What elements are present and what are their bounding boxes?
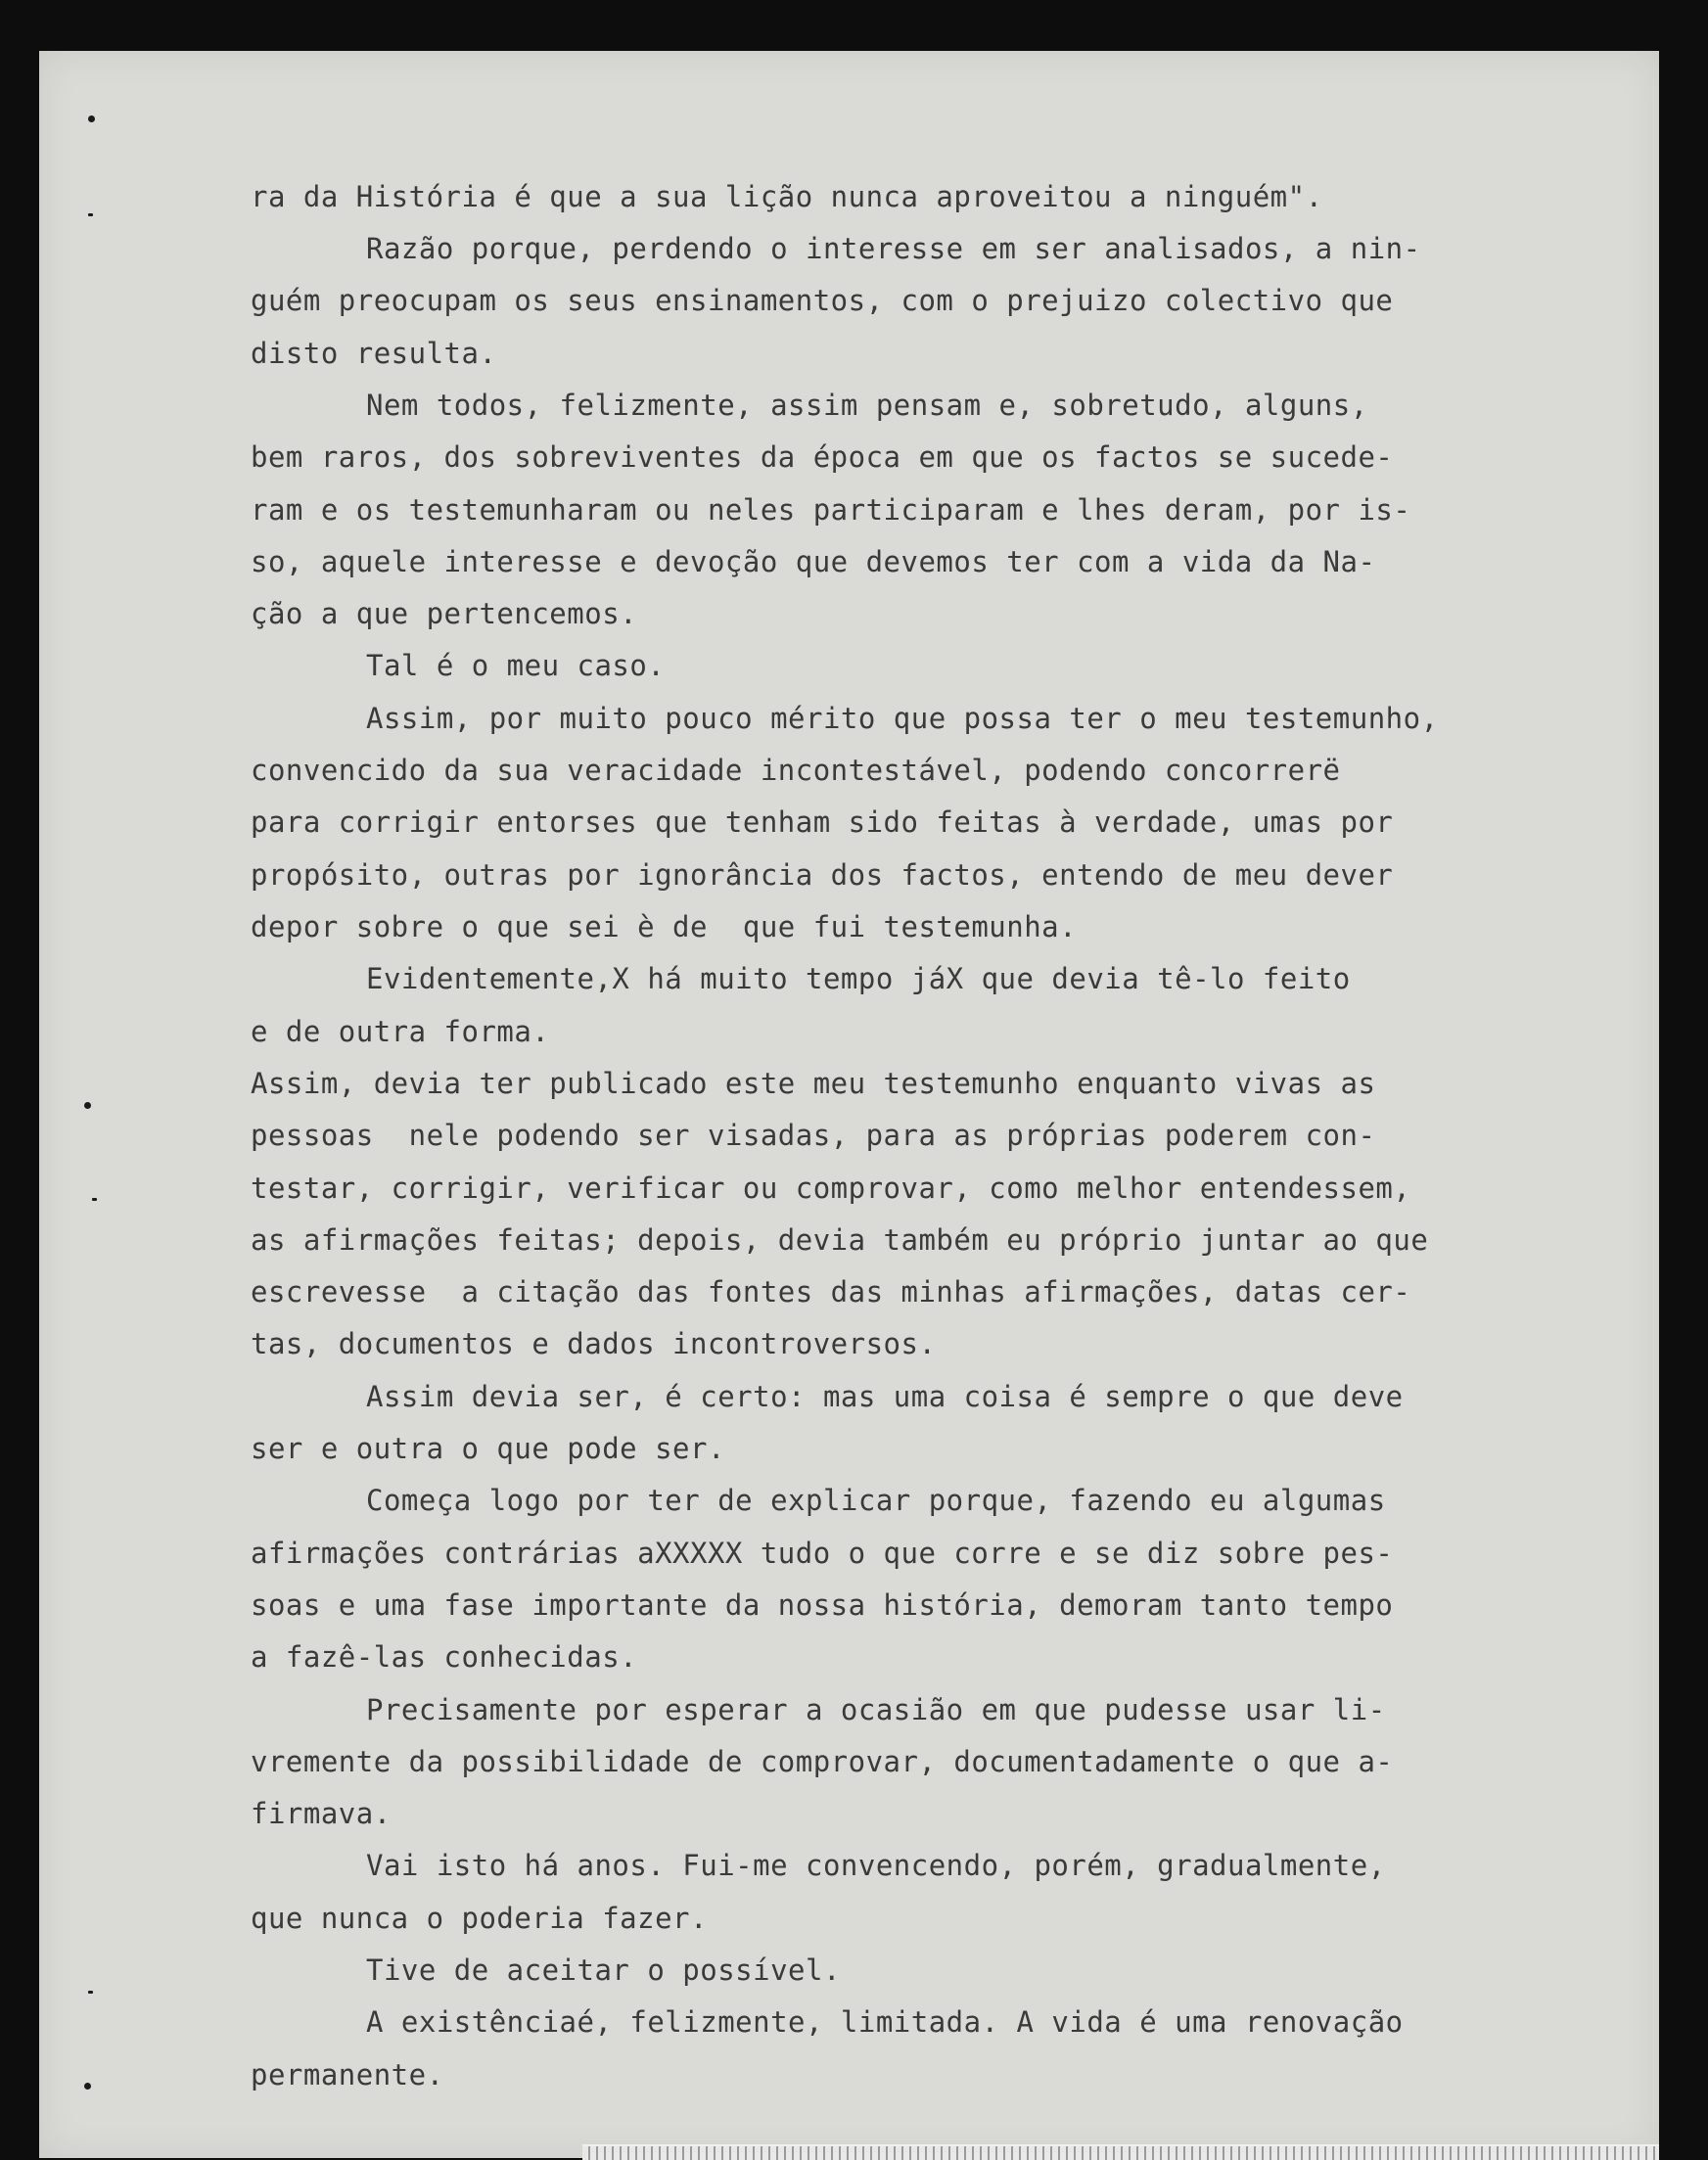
text-line: ção a que pertencemos. (251, 597, 638, 630)
text-line: Vai isto há anos. Fui-me convencendo, porém, gradualmente, (366, 1849, 1386, 1882)
text-line: tas, documentos e dados incontroversos. (251, 1327, 937, 1360)
punch-hole (88, 115, 95, 122)
text-line: bem raros, dos sobreviventes da época em que os factos se sucede- (251, 440, 1394, 474)
text-line: permanente. (251, 2058, 444, 2091)
text-line: disto resulta. (251, 337, 497, 370)
text-line: pessoas nele podendo ser visadas, para as próprias poderem con- (251, 1119, 1376, 1152)
text-line: vremente da possibilidade de comprovar, documentadamente o que a- (251, 1745, 1394, 1778)
margin-mark (92, 1198, 97, 1201)
text-line: Tal é o meu caso. (366, 649, 666, 682)
text-line: Razão porque, perdendo o interesse em ser analisados, a nin- (366, 232, 1421, 265)
text-line: convencido da sua veracidade incontestável, podendo concorrerë (251, 754, 1341, 787)
text-line: e de outra forma. (251, 1015, 550, 1048)
text-line: ra da História é que a sua lição nunca aproveitou a ninguém". (251, 180, 1323, 213)
text-line: propósito, outras por ignorância dos factos, entendo de meu dever (251, 858, 1394, 892)
text-line: firmava. (251, 1797, 392, 1830)
text-line: Precisamente por esperar a ocasião em que pudesse usar li- (366, 1693, 1386, 1726)
punch-hole (84, 1102, 91, 1109)
text-line: a fazê-las conhecidas. (251, 1640, 638, 1674)
text-line: as afirmações feitas; depois, devia também eu próprio juntar ao que (251, 1223, 1429, 1257)
margin-mark (88, 1991, 93, 1994)
punch-hole (84, 2083, 91, 2090)
text-line: para corrigir entorses que tenham sido feitas à verdade, umas por (251, 805, 1394, 839)
text-line: soas e uma fase importante da nossa história, demoram tanto tempo (251, 1588, 1394, 1622)
text-line: Tive de aceitar o possível. (366, 1953, 841, 1987)
text-line: ram e os testemunharam ou neles participaram e lhes deram, por is- (251, 493, 1411, 527)
text-line: depor sobre o que sei è de que fui testemunha. (251, 910, 1078, 943)
text-line: Evidentemente,X há muito tempo jáX que devia tê-lo feito (366, 962, 1351, 995)
margin-mark (88, 213, 93, 216)
text-line: Nem todos, felizmente, assim pensam e, sobretudo, alguns, (366, 389, 1368, 422)
text-line: escrevesse a citação das fontes das minhas afirmações, datas cer- (251, 1275, 1411, 1309)
text-line: Assim, por muito pouco mérito que possa ter o meu testemunho, (366, 702, 1439, 735)
text-line: que nunca o poderia fazer. (251, 1902, 708, 1935)
text-line: so, aquele interesse e devoção que devemos ter com a vida da Na- (251, 545, 1376, 578)
text-line: Assim devia ser, é certo: mas uma coisa é sempre o que deve (366, 1380, 1404, 1413)
text-line: testar, corrigir, verificar ou comprovar, como melhor entendessem, (251, 1172, 1411, 1205)
text-line: Assim, devia ter publicado este meu testemunho enquanto vivas as (251, 1067, 1376, 1100)
text-line: guém preocupam os seus ensinamentos, com o prejuizo colectivo que (251, 284, 1394, 317)
text-line: ser e outra o que pode ser. (251, 1432, 725, 1465)
text-line: afirmações contrárias aXXXXX tudo o que corre e se diz sobre pes- (251, 1537, 1394, 1570)
text-line: Começa logo por ter de explicar porque, fazendo eu algumas (366, 1484, 1386, 1517)
text-line: A existênciaé, felizmente, limitada. A vida é uma renovação (366, 2005, 1404, 2039)
